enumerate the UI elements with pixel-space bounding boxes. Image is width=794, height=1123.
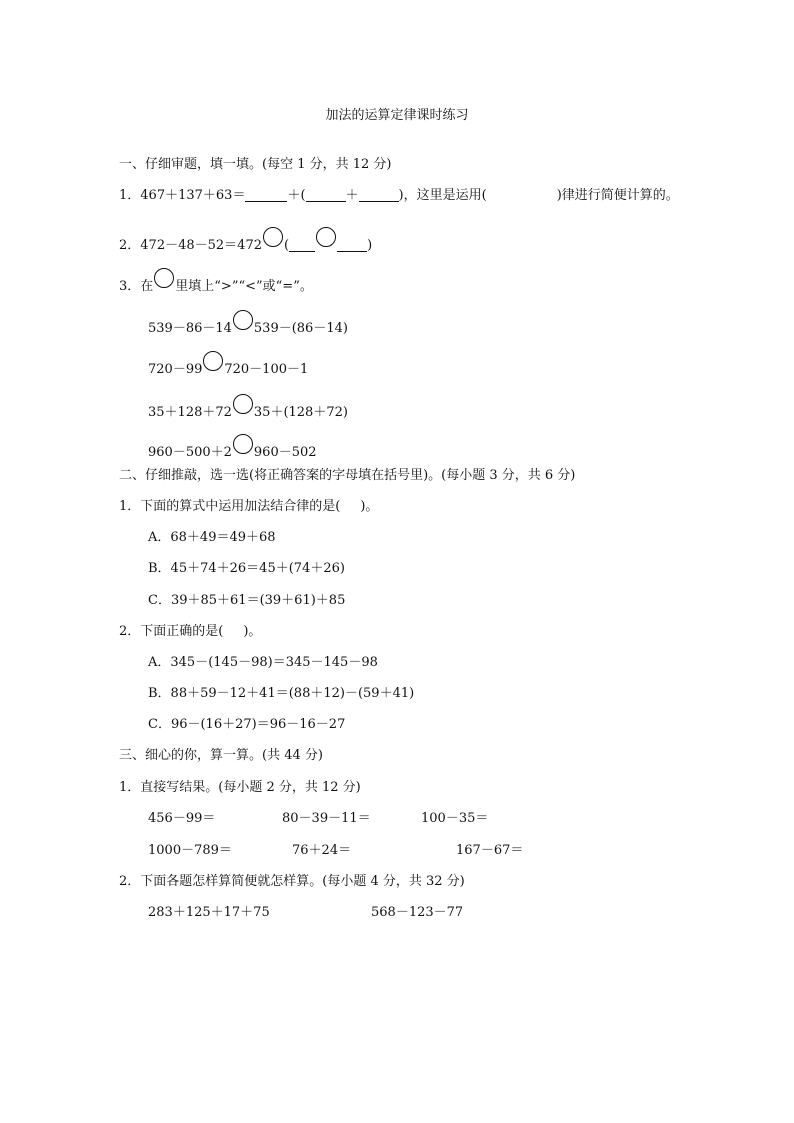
s1-question-2 [119,227,372,255]
s1-q1-prefix: 1．467＋137＋63＝ [119,188,246,203]
compare-left: 539－86－14 [148,321,232,336]
s1-q1-plus: ＋( [287,188,306,203]
s1-question-1 [119,187,679,205]
s2-question-1 [119,498,378,516]
s3-question-1: 1．直接写结果。(每小题 2 分，共 12 分) [119,780,361,795]
option-b: B．45＋74＋26＝45＋(74＋26) [148,561,345,576]
compare-circle[interactable] [233,394,253,414]
s1-q3-suffix: 里填上“>”“<”或“=”。 [175,279,313,294]
section1-heading: 一、仔细审题，填一填。(每空 1 分，共 12 分) [119,157,392,172]
blank-5[interactable] [337,237,367,252]
blank-3[interactable] [359,187,399,202]
option-c: C．39＋85＋61＝(39＋61)＋85 [148,593,346,608]
calc-item: 100－35＝ [421,811,489,826]
calc-item: 283＋125＋17＋75 [148,905,270,920]
s2-q1-stem-end: )。 [360,499,379,514]
option-c: C．96－(16＋27)＝96－16－27 [148,717,346,732]
compare-right: 720－100－1 [224,362,309,377]
compare-circle[interactable] [203,351,223,371]
calc-item: 76＋24＝ [292,843,352,858]
compare-row [148,434,317,462]
compare-right: 960－502 [253,445,317,460]
s2-q2-stem: 2．下面正确的是( [119,624,224,639]
calc-item: 167－67＝ [456,843,524,858]
answer-circle[interactable] [316,227,336,247]
calc-item: 568－123－77 [371,905,464,920]
circle-example [154,268,174,288]
compare-right: 539－(86－14) [253,321,348,336]
s1-q2-prefix: 2．472－48－52＝472 [119,238,262,253]
page-title: 加法的运算定律课时练习 [325,108,469,123]
calc-item: 1000－789＝ [148,843,232,858]
blank-4[interactable] [289,237,315,252]
blank-2[interactable] [306,187,346,202]
s1-q3-prefix: 3．在 [119,279,154,294]
s1-q1-plus2: ＋ [345,188,359,203]
s1-q1-mid: )，这里是运用( [398,188,487,203]
option-a: A．68＋49＝49＋68 [148,530,276,545]
section3-heading: 三、细心的你，算一算。(共 44 分) [119,748,323,763]
compare-circle[interactable] [233,310,253,330]
compare-row [148,394,348,422]
s1-q2-open: ( [283,238,290,253]
s2-question-2 [119,623,261,641]
calc-item: 456－99＝ [148,811,216,826]
s1-q2-close: ) [367,238,373,253]
compare-right: 35＋(128＋72) [253,405,348,420]
calc-item: 80－39－11＝ [282,811,371,826]
section2-heading: 二、仔细推敲，选一选(将正确答案的字母填在括号里)。(每小题 3 分，共 6 分) [119,468,576,483]
compare-circle[interactable] [233,434,253,454]
option-b: B．88＋59－12＋41＝(88＋12)－(59＋41) [148,686,415,701]
compare-row [148,310,348,338]
s2-q1-stem: 1．下面的算式中运用加法结合律的是( [119,499,341,514]
option-a: A．345－(145－98)＝345－145－98 [148,655,378,670]
compare-left: 35＋128＋72 [148,405,232,420]
s2-q2-stem-end: )。 [243,624,262,639]
compare-row [148,351,308,379]
compare-left: 720－99 [148,362,203,377]
s1-q1-suffix: )律进行简便计算的。 [556,188,679,203]
answer-circle[interactable] [263,227,283,247]
s1-question-3 [119,268,313,296]
s3-question-2: 2．下面各题怎样算简便就怎样算。(每小题 4 分，共 32 分) [119,874,465,889]
compare-left: 960－500＋2 [148,445,232,460]
blank-1[interactable] [245,187,287,202]
